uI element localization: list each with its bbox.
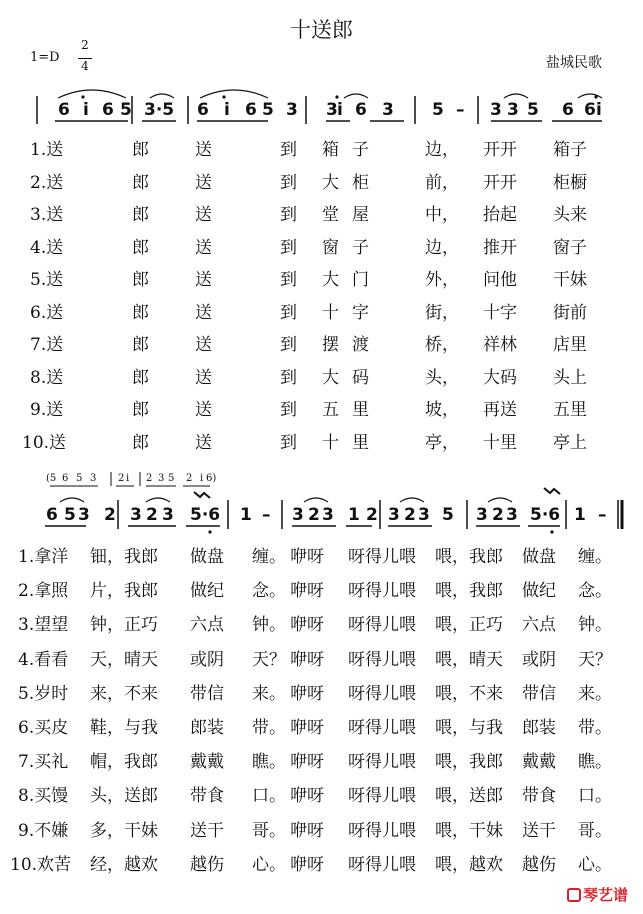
lyric-a-1-8: 箱子 bbox=[553, 140, 587, 160]
lyric-a-7-2: 送 bbox=[195, 335, 212, 355]
note: 6 bbox=[58, 100, 70, 120]
grace-note: (5 bbox=[46, 473, 57, 484]
note: 3 bbox=[490, 100, 502, 120]
lyric-b-2-7: 做纪 bbox=[522, 581, 556, 602]
lyric-b-1-5: 呀得儿喂 bbox=[348, 547, 416, 567]
note: 6 bbox=[102, 100, 114, 120]
grace-note: 6) bbox=[206, 473, 217, 484]
lyric-a-9-5: 里 bbox=[352, 400, 369, 420]
lyric-a-10-1: 郎 bbox=[132, 432, 149, 453]
note: 3 bbox=[506, 505, 518, 525]
lyric-b-7-6: 喂，我郎 bbox=[435, 752, 503, 773]
time-signature-bottom: 4 bbox=[81, 59, 89, 73]
note: i bbox=[596, 100, 602, 120]
lyric-b-8-7: 带食 bbox=[522, 786, 556, 807]
lyric-a-5-3: 到 bbox=[280, 270, 297, 290]
grace-note: 5 bbox=[168, 473, 175, 484]
lyric-a-8-7: 大码 bbox=[483, 367, 517, 388]
lyric-b-7-3: 瞧。 bbox=[252, 752, 286, 773]
lyric-a-1-4: 箱 bbox=[322, 140, 339, 160]
lyric-b-9-7: 送干 bbox=[522, 820, 556, 841]
lyric-b-3-7: 六点 bbox=[522, 615, 556, 636]
note: 3 bbox=[382, 100, 394, 120]
octave-dots-line-1 bbox=[81, 95, 597, 98]
barlines-line-1 bbox=[37, 96, 478, 124]
lyric-a-7-8: 店里 bbox=[553, 335, 587, 355]
lyric-a-5-6: 外， bbox=[425, 270, 459, 290]
lyric-a-8-3: 到 bbox=[280, 367, 297, 388]
lyric-a-9-1: 郎 bbox=[132, 400, 149, 420]
lyric-a-3-3: 到 bbox=[280, 205, 297, 225]
lyric-a-2-5: 柜 bbox=[352, 172, 369, 193]
note: 2 bbox=[308, 505, 320, 525]
lyric-a-5-1: 郎 bbox=[132, 270, 149, 290]
lyric-b-10-8: 心。 bbox=[578, 854, 612, 875]
lyric-b-1-4: 咿呀 bbox=[290, 547, 324, 567]
lyric-a-8-0: 8.送 bbox=[30, 367, 64, 388]
lyric-a-8-4: 大 bbox=[322, 367, 339, 388]
lyric-b-5-6: 喂，不来 bbox=[435, 683, 503, 704]
lyric-b-5-7: 带信 bbox=[522, 683, 556, 704]
note: 2 bbox=[366, 505, 378, 525]
lyric-a-10-3: 到 bbox=[280, 432, 297, 453]
note: – bbox=[456, 100, 465, 120]
lyric-a-7-7: 祥林 bbox=[483, 335, 517, 355]
grace-note: 3 bbox=[90, 473, 97, 484]
lyric-a-6-4: 十 bbox=[322, 302, 339, 323]
lyric-a-10-0: 10.送 bbox=[22, 432, 67, 453]
note: 5 bbox=[262, 100, 274, 120]
grace-note: 2 bbox=[118, 473, 125, 484]
grace-note: 2 bbox=[146, 473, 153, 484]
note: 3 bbox=[326, 100, 338, 120]
lyric-b-6-5: 呀得儿喂 bbox=[348, 718, 416, 738]
lyric-a-1-6: 边， bbox=[425, 140, 459, 160]
song-origin: 盐城民歌 bbox=[546, 55, 602, 71]
lyric-a-4-6: 边， bbox=[425, 237, 459, 258]
lyric-a-2-6: 前， bbox=[425, 172, 459, 193]
lyric-b-9-2: 送干 bbox=[190, 820, 224, 841]
lyric-b-1-3: 缠。 bbox=[252, 547, 286, 567]
octave-dots-line-2 bbox=[208, 530, 553, 533]
lyric-a-5-0: 5.送 bbox=[30, 270, 64, 290]
note: 3·5 bbox=[144, 100, 175, 120]
lyric-a-8-1: 郎 bbox=[132, 367, 149, 388]
lyric-b-6-2: 郎装 bbox=[190, 718, 224, 738]
lyric-a-3-8: 头来 bbox=[553, 205, 587, 225]
note: 6 bbox=[197, 100, 209, 120]
note: 6 bbox=[46, 505, 58, 525]
lyric-a-3-4: 堂 bbox=[322, 205, 339, 225]
lyric-a-10-5: 里 bbox=[352, 432, 369, 453]
lyric-a-7-1: 郎 bbox=[132, 335, 149, 355]
lyric-a-6-3: 到 bbox=[280, 302, 297, 323]
lyric-b-10-0: 10.欢苦 bbox=[10, 854, 72, 875]
lyric-a-10-2: 送 bbox=[195, 432, 212, 453]
lyric-b-6-3: 带。 bbox=[252, 718, 286, 738]
lyric-b-3-3: 钟。 bbox=[252, 615, 286, 636]
lyric-b-10-4: 咿呀 bbox=[290, 854, 324, 875]
lyric-b-8-0: 8.买馒 bbox=[18, 786, 69, 807]
lyric-a-7-0: 7.送 bbox=[30, 335, 64, 355]
lyric-a-9-2: 送 bbox=[195, 400, 212, 420]
lyric-a-4-0: 4.送 bbox=[30, 237, 64, 258]
lyric-a-6-8: 街前 bbox=[553, 302, 587, 323]
lyric-b-3-5: 呀得儿喂 bbox=[348, 615, 416, 636]
lyric-b-9-8: 哥。 bbox=[578, 820, 612, 841]
lyric-b-4-5: 呀得儿喂 bbox=[348, 649, 416, 670]
lyric-a-8-6: 头， bbox=[425, 367, 459, 388]
note: 3 bbox=[162, 505, 174, 525]
lyric-b-2-3: 念。 bbox=[252, 581, 286, 602]
lyric-b-5-1: 来，不来 bbox=[90, 683, 158, 704]
lyric-b-1-8: 缠。 bbox=[578, 547, 612, 567]
grace-barlines bbox=[50, 472, 210, 486]
lyric-b-4-0: 4.看看 bbox=[18, 649, 69, 670]
time-signature-top: 2 bbox=[81, 38, 89, 52]
lyric-a-1-3: 到 bbox=[280, 140, 297, 160]
note: 3 bbox=[286, 100, 298, 120]
lyric-a-3-1: 郎 bbox=[132, 205, 149, 225]
lyric-a-5-5: 门 bbox=[352, 270, 369, 290]
slurs-line-1 bbox=[58, 90, 602, 98]
lyric-b-6-4: 咿呀 bbox=[290, 718, 324, 738]
logo-icon bbox=[567, 888, 581, 902]
note: 5·6 bbox=[190, 505, 221, 525]
lyric-a-2-2: 送 bbox=[195, 172, 212, 193]
lyric-a-4-8: 窗子 bbox=[553, 237, 587, 258]
lyric-b-3-6: 喂，正巧 bbox=[435, 615, 503, 636]
lyric-a-3-6: 中， bbox=[425, 205, 459, 225]
lyric-b-2-1: 片，我郎 bbox=[90, 581, 158, 602]
note: 3 bbox=[78, 505, 90, 525]
lyric-b-2-5: 呀得儿喂 bbox=[348, 581, 416, 602]
lyric-b-9-0: 9.不嫌 bbox=[18, 820, 69, 841]
key-signature: 1=D bbox=[30, 50, 60, 65]
note: 5 bbox=[64, 505, 76, 525]
lyric-a-10-4: 十 bbox=[322, 432, 339, 453]
lyric-a-3-0: 3.送 bbox=[30, 205, 64, 225]
slurs-line-2 bbox=[60, 498, 512, 502]
note: 2 bbox=[146, 505, 158, 525]
note: 3 bbox=[388, 505, 400, 525]
lyric-b-1-1: 钿，我郎 bbox=[90, 547, 158, 567]
lyric-a-4-1: 郎 bbox=[132, 237, 149, 258]
lyric-b-7-2: 戴戴 bbox=[190, 752, 224, 773]
lyric-b-5-2: 带信 bbox=[190, 683, 224, 704]
lyric-b-3-1: 钟，正巧 bbox=[90, 615, 158, 636]
lyric-a-9-7: 再送 bbox=[483, 400, 517, 420]
lyric-a-1-1: 郎 bbox=[132, 140, 149, 160]
lyric-b-4-1: 天，晴天 bbox=[90, 649, 158, 670]
note: 3 bbox=[292, 505, 304, 525]
lyric-a-9-3: 到 bbox=[280, 400, 297, 420]
lyric-b-4-4: 咿呀 bbox=[290, 649, 324, 670]
lyric-b-7-4: 咿呀 bbox=[290, 752, 324, 773]
lyric-b-8-3: 口。 bbox=[252, 786, 286, 807]
lyric-a-6-6: 街， bbox=[425, 302, 459, 323]
lyric-a-9-6: 坡， bbox=[425, 400, 459, 420]
lyric-b-8-5: 呀得儿喂 bbox=[348, 786, 416, 807]
lyric-a-3-7: 抬起 bbox=[483, 205, 517, 225]
note: i bbox=[224, 100, 230, 120]
lyric-b-8-2: 带食 bbox=[190, 786, 224, 807]
lyric-a-3-5: 屋 bbox=[352, 205, 369, 225]
page-title: 十送郎 bbox=[290, 18, 353, 42]
lyric-b-6-0: 6.买皮 bbox=[18, 718, 69, 738]
lyric-a-8-8: 头上 bbox=[553, 367, 587, 388]
lyric-b-5-8: 来。 bbox=[578, 683, 612, 704]
note: – bbox=[262, 505, 271, 525]
note: i bbox=[83, 100, 89, 120]
lyric-a-9-8: 五里 bbox=[553, 400, 587, 420]
lyric-a-8-2: 送 bbox=[195, 367, 212, 388]
lyric-b-8-8: 口。 bbox=[578, 786, 612, 807]
lyric-a-2-4: 大 bbox=[322, 172, 339, 193]
watermark-logo: 琴艺谱 bbox=[567, 884, 628, 905]
ornament-marks bbox=[194, 488, 560, 498]
lyric-a-6-7: 十字 bbox=[483, 302, 517, 323]
lyric-b-1-6: 喂，我郎 bbox=[435, 547, 503, 567]
note: 1 bbox=[348, 505, 360, 525]
lyric-b-7-5: 呀得儿喂 bbox=[348, 752, 416, 773]
note: i bbox=[337, 100, 343, 120]
grace-note: 5 bbox=[76, 473, 83, 484]
note: – bbox=[598, 505, 607, 525]
note: 5 bbox=[432, 100, 444, 120]
lyric-b-9-5: 呀得儿喂 bbox=[348, 820, 416, 841]
lyric-a-4-4: 窗 bbox=[322, 237, 339, 258]
lyric-b-5-5: 呀得儿喂 bbox=[348, 683, 416, 704]
lyric-a-10-8: 亭上 bbox=[553, 432, 587, 453]
lyric-a-4-7: 推开 bbox=[483, 237, 517, 258]
lyric-a-7-5: 渡 bbox=[352, 335, 369, 355]
lyric-a-5-2: 送 bbox=[195, 270, 212, 290]
lyric-b-4-7: 或阴 bbox=[522, 649, 556, 670]
note: 5 bbox=[527, 100, 539, 120]
lyric-b-6-7: 郎装 bbox=[522, 718, 556, 738]
lyric-a-6-5: 字 bbox=[352, 302, 369, 323]
lyric-b-6-6: 喂，与我 bbox=[435, 718, 503, 738]
note: 5·6 bbox=[530, 505, 561, 525]
lyric-b-4-3: 天？ bbox=[252, 649, 286, 670]
lyric-a-2-0: 2.送 bbox=[30, 172, 64, 193]
lyric-b-4-2: 或阴 bbox=[190, 649, 224, 670]
note: 2 bbox=[404, 505, 416, 525]
lyric-b-7-8: 瞧。 bbox=[578, 752, 612, 773]
lyric-a-3-2: 送 bbox=[195, 205, 212, 225]
lyric-a-1-2: 送 bbox=[195, 140, 212, 160]
note: 2 bbox=[104, 505, 116, 525]
lyric-a-2-1: 郎 bbox=[132, 172, 149, 193]
lyric-b-2-0: 2.拿照 bbox=[18, 581, 69, 602]
lyric-a-8-5: 码 bbox=[352, 367, 369, 388]
lyric-b-3-4: 咿呀 bbox=[290, 615, 324, 636]
lyric-b-2-8: 念。 bbox=[578, 581, 612, 602]
lyric-a-2-7: 开开 bbox=[483, 172, 517, 193]
lyric-a-9-4: 五 bbox=[322, 400, 339, 420]
lyric-b-10-7: 越伤 bbox=[522, 854, 556, 875]
lyric-b-2-6: 喂，我郎 bbox=[435, 581, 503, 602]
note: 1 bbox=[574, 505, 586, 525]
note: 6 bbox=[584, 100, 596, 120]
lyric-a-4-2: 送 bbox=[195, 237, 212, 258]
lyric-b-9-4: 咿呀 bbox=[290, 820, 324, 841]
lyric-b-10-6: 喂，越欢 bbox=[435, 854, 503, 875]
lyric-a-2-3: 到 bbox=[280, 172, 297, 193]
lyric-a-7-4: 摆 bbox=[322, 335, 339, 355]
lyric-a-7-3: 到 bbox=[280, 335, 297, 355]
lyric-b-4-6: 喂，晴天 bbox=[435, 649, 503, 670]
lyric-b-3-8: 钟。 bbox=[578, 615, 612, 636]
lyric-b-3-0: 3.望望 bbox=[18, 615, 69, 636]
grace-note: 6 bbox=[62, 473, 69, 484]
lyric-b-5-0: 5.岁时 bbox=[18, 683, 69, 704]
lyric-b-9-3: 哥。 bbox=[252, 820, 286, 841]
lyric-b-6-1: 鞋，与我 bbox=[90, 718, 158, 738]
lyric-b-2-4: 咿呀 bbox=[290, 581, 324, 602]
lyric-a-6-1: 郎 bbox=[132, 302, 149, 323]
lyric-b-3-2: 六点 bbox=[190, 615, 224, 636]
lyric-b-9-1: 多，干妹 bbox=[90, 820, 158, 841]
lyric-a-1-7: 开开 bbox=[483, 140, 517, 160]
lyric-b-7-1: 帽，我郎 bbox=[90, 752, 158, 773]
lyric-b-5-3: 来。 bbox=[252, 683, 286, 704]
lyric-b-8-6: 喂，送郎 bbox=[435, 786, 503, 807]
lyric-b-1-7: 做盘 bbox=[522, 547, 556, 567]
lyric-b-7-0: 7.买礼 bbox=[18, 752, 69, 773]
lyric-b-1-0: 1.拿洋 bbox=[18, 547, 69, 567]
grace-note: 3 bbox=[158, 473, 165, 484]
lyric-b-9-6: 喂，干妹 bbox=[435, 820, 503, 841]
lyric-a-1-0: 1.送 bbox=[30, 140, 64, 160]
lyric-a-10-6: 亭， bbox=[425, 432, 459, 453]
lyric-a-4-3: 到 bbox=[280, 237, 297, 258]
lyric-b-2-2: 做纪 bbox=[190, 581, 224, 602]
lyric-a-5-7: 问他 bbox=[483, 270, 517, 290]
lyric-b-6-8: 带。 bbox=[578, 718, 612, 738]
lyric-b-10-5: 呀得儿喂 bbox=[348, 854, 416, 875]
note: 1 bbox=[240, 505, 252, 525]
note: 6 bbox=[562, 100, 574, 120]
lyric-a-2-8: 柜橱 bbox=[553, 172, 587, 193]
note: 6 bbox=[355, 100, 367, 120]
lyric-b-8-1: 头，送郎 bbox=[90, 786, 158, 807]
lyric-a-6-0: 6.送 bbox=[30, 302, 64, 323]
note: 3 bbox=[322, 505, 334, 525]
grace-note: i bbox=[126, 473, 130, 484]
lyric-b-7-7: 戴戴 bbox=[522, 752, 556, 773]
lyric-b-8-4: 咿呀 bbox=[290, 786, 324, 807]
note: 3 bbox=[418, 505, 430, 525]
grace-note: 2 bbox=[186, 473, 193, 484]
barlines-line-2 bbox=[118, 500, 622, 529]
note: 3 bbox=[476, 505, 488, 525]
lyric-b-1-2: 做盘 bbox=[190, 547, 224, 567]
lyric-a-10-7: 十里 bbox=[483, 432, 517, 453]
lyric-b-5-4: 咿呀 bbox=[290, 683, 324, 704]
lyric-a-5-8: 干妹 bbox=[553, 270, 587, 290]
lyric-a-9-0: 9.送 bbox=[30, 400, 64, 420]
note: 3 bbox=[507, 100, 519, 120]
note: 5 bbox=[120, 100, 132, 120]
lyric-a-5-4: 大 bbox=[322, 270, 339, 290]
lyric-b-10-1: 经，越欢 bbox=[90, 854, 158, 875]
lyric-a-1-5: 子 bbox=[352, 140, 369, 160]
note: 6 bbox=[245, 100, 257, 120]
lyric-a-7-6: 桥， bbox=[425, 335, 459, 355]
lyric-b-4-8: 天？ bbox=[578, 649, 612, 670]
note: 5 bbox=[442, 505, 454, 525]
lyric-a-4-5: 子 bbox=[352, 237, 369, 258]
lyric-b-10-2: 越伤 bbox=[190, 854, 224, 875]
lyric-b-10-3: 心。 bbox=[252, 854, 286, 875]
grace-note: i bbox=[200, 473, 204, 484]
lyric-a-6-2: 送 bbox=[195, 302, 212, 323]
note: 3 bbox=[130, 505, 142, 525]
note: 2 bbox=[492, 505, 504, 525]
